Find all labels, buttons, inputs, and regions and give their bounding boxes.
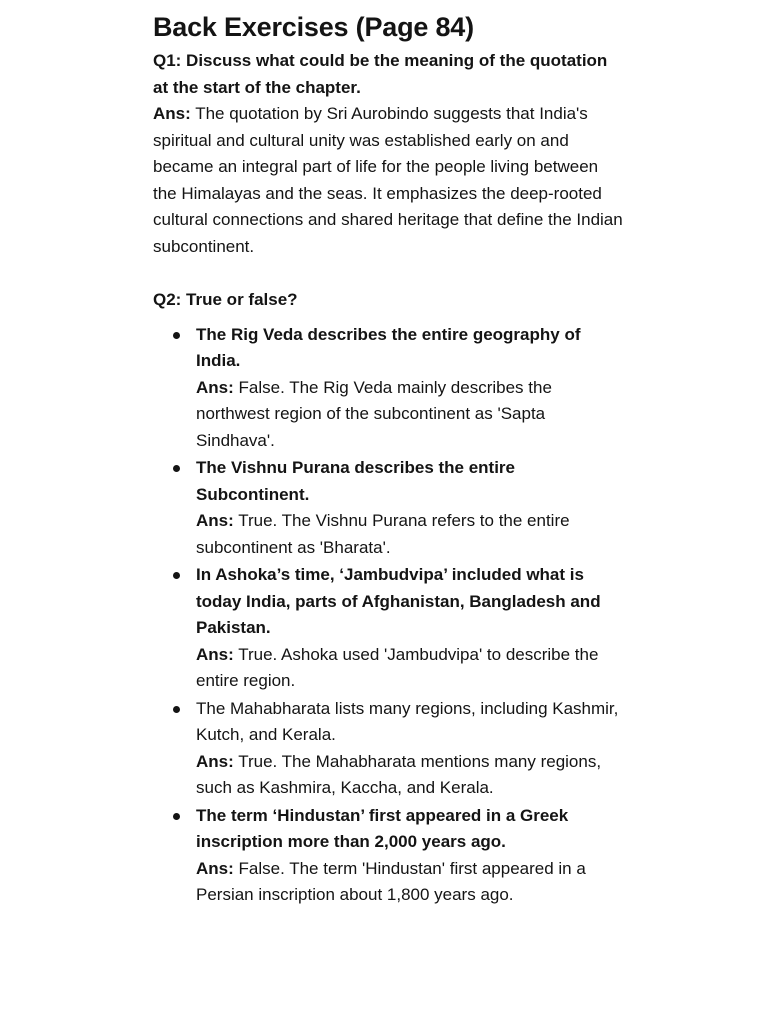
question-2: Q2: True or false? xyxy=(153,290,298,309)
answer-label: Ans: xyxy=(196,644,234,664)
question-1: Q1: Discuss what could be the meaning of the quotation at the start of the chapter. xyxy=(153,51,608,97)
bullet-icon xyxy=(173,572,180,579)
list-item xyxy=(153,696,623,802)
answer-text: False. The Rig Veda mainly describes the northwest region of the subcontinent as 'Sapta Sindhava'. xyxy=(196,377,552,450)
answer-label: Ans: xyxy=(196,751,234,771)
document-page xyxy=(153,10,623,910)
statement: The Mahabharata lists many regions, including Kashmir, Kutch, and Kerala. xyxy=(196,698,619,744)
answer-text: The quotation by Sri Aurobindo suggests that India's spiritual and cultural unity was established early on and became an integral part of life for the people living between the Himalayas and the seas. It emphasizes the deep-rooted cultural connections and shared heritage that define the Indian subcontinent. xyxy=(153,104,623,256)
list-item xyxy=(153,322,623,455)
answer-text: True. Ashoka used 'Jambudvipa' to describe the entire region. xyxy=(196,644,599,690)
section-spacer xyxy=(153,260,623,287)
answer-label: Ans: xyxy=(153,104,191,123)
bullet-icon xyxy=(173,813,180,820)
bullet-icon xyxy=(173,332,180,339)
statement: The term ‘Hindustan’ first appeared in a Greek inscription more than 2,000 years ago. xyxy=(196,805,569,851)
item-answer xyxy=(196,749,623,802)
answer-1 xyxy=(153,101,623,260)
item-answer xyxy=(196,856,623,909)
item-answer xyxy=(196,508,623,561)
item-answer xyxy=(196,375,623,455)
statement: In Ashoka’s time, ‘Jambudvipa’ included what is today India, parts of Afghanistan, Bangladesh and Pakistan. xyxy=(196,565,601,637)
statement: The Rig Veda describes the entire geography of India. xyxy=(196,324,581,370)
answer-text: True. The Mahabharata mentions many regions, such as Kashmira, Kaccha, and Kerala. xyxy=(196,751,602,797)
item-answer xyxy=(196,642,623,695)
answer-label: Ans: xyxy=(196,511,234,530)
answer-label: Ans: xyxy=(196,377,234,397)
statement: The Vishnu Purana describes the entire Subcontinent. xyxy=(196,458,516,504)
bullet-icon xyxy=(173,706,180,713)
bullet-icon xyxy=(173,465,180,472)
answer-text: True. The Vishnu Purana refers to the entire subcontinent as 'Bharata'. xyxy=(196,511,570,557)
list-item xyxy=(153,562,623,695)
page-title: Back Exercises (Page 84) xyxy=(153,12,474,42)
answer-text: False. The term 'Hindustan' first appeared in a Persian inscription about 1,800 years ago. xyxy=(196,858,586,904)
answer-label: Ans: xyxy=(196,858,234,878)
true-false-list xyxy=(153,322,623,909)
list-item xyxy=(153,455,623,561)
list-item xyxy=(153,803,623,909)
